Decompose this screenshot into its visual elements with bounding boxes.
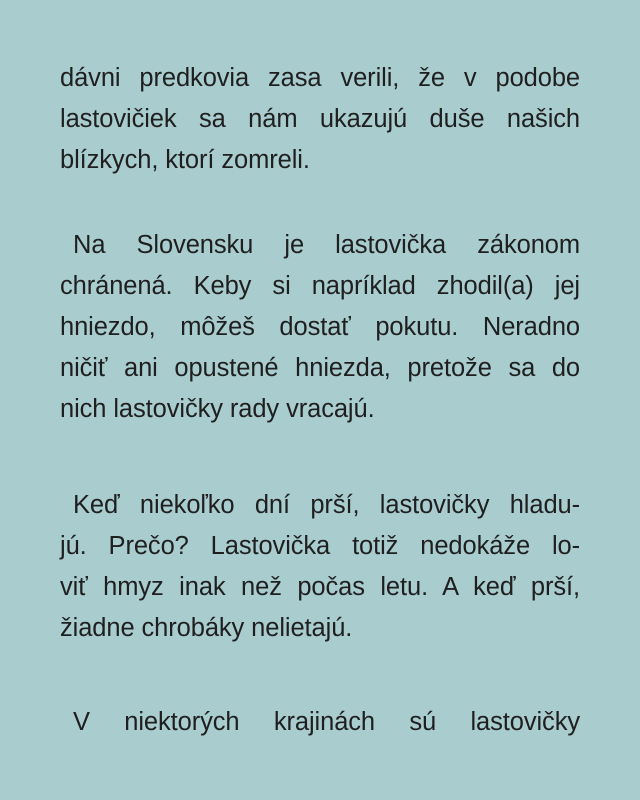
text-line: lastovičiek sa nám ukazujú duše našich	[60, 105, 580, 133]
text-line: Na Slovensku je lastovička zákonom	[73, 231, 580, 259]
text-line: ničiť ani opustené hniezda, pretože sa do	[60, 354, 580, 382]
text-line: žiadne chrobáky nelietajú.	[60, 614, 353, 642]
text-line: jú. Prečo? Lastovička totiž nedokáže lo-	[60, 532, 580, 560]
text-line: V niektorých krajinách sú lastovičky	[73, 708, 580, 736]
text-line: viť hmyz inak než počas letu. A keď prší,	[60, 573, 580, 601]
text-line: dávni predkovia zasa verili, že v podobe	[60, 64, 580, 92]
text-line: blízkych, ktorí zomreli.	[60, 146, 310, 174]
text-line: hniezdo, môžeš dostať pokutu. Neradno	[60, 313, 580, 341]
text-line: Keď niekoľko dní prší, lastovičky hladu-	[73, 491, 580, 519]
text-line: chránená. Keby si napríklad zhodil(a) jej	[60, 272, 580, 300]
text-line: nich lastovičky rady vracajú.	[60, 395, 375, 423]
